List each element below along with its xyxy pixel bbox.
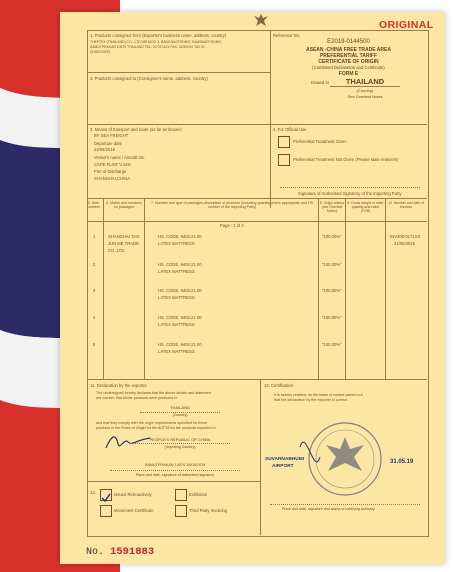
preferential-not-given-label: Preferential Treatment Not Given (Please state reason/s) <box>293 157 399 162</box>
certifying-authority-label: Place and date, signature and stamp of certifying authority <box>282 507 375 511</box>
declaration-text-2: are correct; that all the products were produced in <box>96 396 178 400</box>
item-origin-criteria: "100.00%" <box>322 342 342 347</box>
garuda-emblem-icon <box>253 12 269 28</box>
port-label: Port of Discharge <box>94 169 127 174</box>
item-origin-criteria: "100.00%" <box>322 315 342 320</box>
item-description: LATEX MATTRESS <box>158 269 195 274</box>
col-origin-criteria: 8. Origin criteria (see Overleaf Notes) <box>320 201 344 213</box>
declaration-text-4: products in the Rules of Origin for the ACFTA for the products exported to <box>96 426 216 430</box>
certificate-of-origin-document <box>60 12 445 564</box>
exporter-place-date-label: Place and date, signature of authorised signatory <box>135 473 215 477</box>
certification-date-stamp: 31.05.19 <box>390 459 414 465</box>
box3-label: 3. Means of transport and route (as far as known) <box>90 127 182 132</box>
transport-mode: BY SEA FREIGHT <box>94 133 129 138</box>
official-seal-icon <box>290 417 390 502</box>
item-description: LATEX MATTRESS <box>158 349 195 354</box>
overleaf-notes: See Overleaf Notes <box>347 94 383 99</box>
box13-label: 13. <box>90 490 96 495</box>
item-hs-code: HS. CODE. 9404.21.00 <box>158 262 202 267</box>
vessel-name: CAPE FLINT V.24N <box>94 162 131 167</box>
invoice-number: INV308-0171XX <box>390 234 421 239</box>
third-party-invoicing-label: Third Party Invoicing <box>189 508 228 513</box>
movement-certificate-checkbox[interactable] <box>100 505 112 517</box>
item-number: 1 <box>93 234 96 239</box>
departure-date-label: Departure date <box>94 141 122 146</box>
exporter-line-3: 0105XXX09X <box>90 50 111 54</box>
box12-label: 12. Certification <box>264 383 294 388</box>
issued-country: THAILAND <box>345 77 385 86</box>
reference-number: E2019-0144500 <box>327 39 370 45</box>
exporter-line-2: SAMUTPRAKAN 10570 THAILAND TEL: 02 0974XX FAX: 0230XXX TAX ID <box>90 45 205 49</box>
marks-line-3: CO.,LTD. <box>108 248 126 253</box>
item-hs-code: HS. CODE. 9404.21.00 <box>158 234 202 239</box>
marks-line-1: SHANGHAI TAO <box>108 234 140 239</box>
col-description: 7. Number and type of packages,description of products (including quantity where appropriate and HS number of the importing Party) <box>150 201 313 210</box>
title-line-3: CERTIFICATE OF ORIGIN <box>318 59 379 65</box>
exhibition-label: Exhibition <box>189 492 208 497</box>
departure-date: 24/05/2019 <box>94 147 115 152</box>
page-indicator: Page : 1 of 2 <box>220 223 244 228</box>
col-gross-weight: 9. Gross weight or other quantity and value (FOB) <box>347 201 384 213</box>
original-label: ORIGINAL <box>379 19 434 31</box>
stamp-location-1: SUVARNABHUMI <box>265 457 305 462</box>
preferential-not-given-checkbox[interactable] <box>278 154 290 166</box>
item-description: LATEX MATTRESS <box>158 295 195 300</box>
col-item-number: 5. Item number <box>88 201 101 209</box>
exporter-line-1: THEPTEX (THAILAND) CO., LTD 989 MOO 3, BANGSAOTHONG, SAMSBAOTHONG, <box>90 40 222 44</box>
reference-label: Reference No. <box>273 33 300 38</box>
item-origin-criteria: "100.00%" <box>322 234 342 239</box>
title-line-2: PREFERENTIAL TARIFF <box>319 53 378 59</box>
exporter-place-date: SAMUTPRAKAN 10570 28/05/2019 <box>144 463 206 467</box>
issued-country-label: (Country) <box>356 88 374 93</box>
preferential-given-label: Preferential Treatment Given <box>293 139 347 144</box>
exhibition-checkbox[interactable] <box>175 489 187 501</box>
box11-label: 11. Declaration by the exporter <box>90 383 147 388</box>
form-e-label: FORM E <box>338 71 359 77</box>
item-number: 5 <box>93 342 96 347</box>
invoice-date: 21/05/2019 <box>394 241 415 246</box>
importing-country: PEOPLE'S REPUBLIC OF CHINA <box>149 437 211 442</box>
marks-line-2: JUN ME TRADE <box>108 241 139 246</box>
exporter-signature-icon <box>104 432 154 452</box>
item-hs-code: HS. CODE. 9404.21.00 <box>158 315 202 320</box>
importing-signatory-label: Signature of Authorised Signatory of the Importing Party <box>298 191 402 196</box>
item-hs-code: HS. CODE. 9404.21.00 <box>158 288 202 293</box>
item-description: LATEX MATTRESS <box>158 322 195 327</box>
stamp-location-2: AIRPORT <box>272 464 294 469</box>
item-number: 3 <box>93 288 96 293</box>
item-number: 4 <box>93 315 96 320</box>
col-invoice: 10. Number and date of invoices <box>388 201 424 209</box>
importing-country-label: (Importing Country) <box>164 445 196 449</box>
box2-label: 2. Products consigned to (Consignee's name, address, country) <box>90 76 208 81</box>
preferential-given-checkbox[interactable] <box>278 136 290 148</box>
issued-retroactively-checkbox[interactable] <box>100 489 112 501</box>
declaration-text-3: and that they comply with the origin requirements specified for these <box>96 421 208 425</box>
serial-value: 1591883 <box>110 546 155 558</box>
item-hs-code: HS. CODE. 9404.21.00 <box>158 342 202 347</box>
item-number: 2 <box>93 262 96 267</box>
vessel-label: Vessel's name / Aircraft etc. <box>94 155 146 160</box>
title-line-1: ASEAN -CHINA FREE TRADE AREA <box>306 47 391 53</box>
col-marks: 6. Marks and numbers on packages <box>106 201 142 210</box>
serial-number <box>86 546 154 558</box>
producing-country-label: (Country) <box>172 413 188 417</box>
third-party-invoicing-checkbox[interactable] <box>175 505 187 517</box>
item-description: LATEX MATTRESS <box>158 241 195 246</box>
movement-certificate-label: Movement Certificate <box>114 508 154 513</box>
port-of-discharge: SHANGHAI,CHINA <box>94 176 131 181</box>
subtitle: (Combined Declaration and Certificate) <box>312 65 385 70</box>
declaration-text-1: The undersigned hereby declares that the above details and statement <box>96 391 212 395</box>
item-origin-criteria: "100.00%" <box>322 262 342 267</box>
issued-retroactively-label: Issued Retroactively <box>114 492 152 497</box>
producing-country: THAILAND <box>170 405 190 410</box>
box1-label: 1. Products consigned from (Exporter's business name, address, country) <box>90 33 227 38</box>
checkmark-icon <box>101 493 111 503</box>
certification-text-1: It is hereby certified, on the basis of control carried out, <box>274 393 364 397</box>
certification-text-2: that the declaration by the exporter is correct. <box>274 398 348 402</box>
issued-in-label: Issued in <box>311 80 330 85</box>
item-origin-criteria: "100.00%" <box>322 288 342 293</box>
serial-prefix: No. <box>86 547 105 558</box>
box4-label: 4. For Official Use <box>273 127 307 132</box>
